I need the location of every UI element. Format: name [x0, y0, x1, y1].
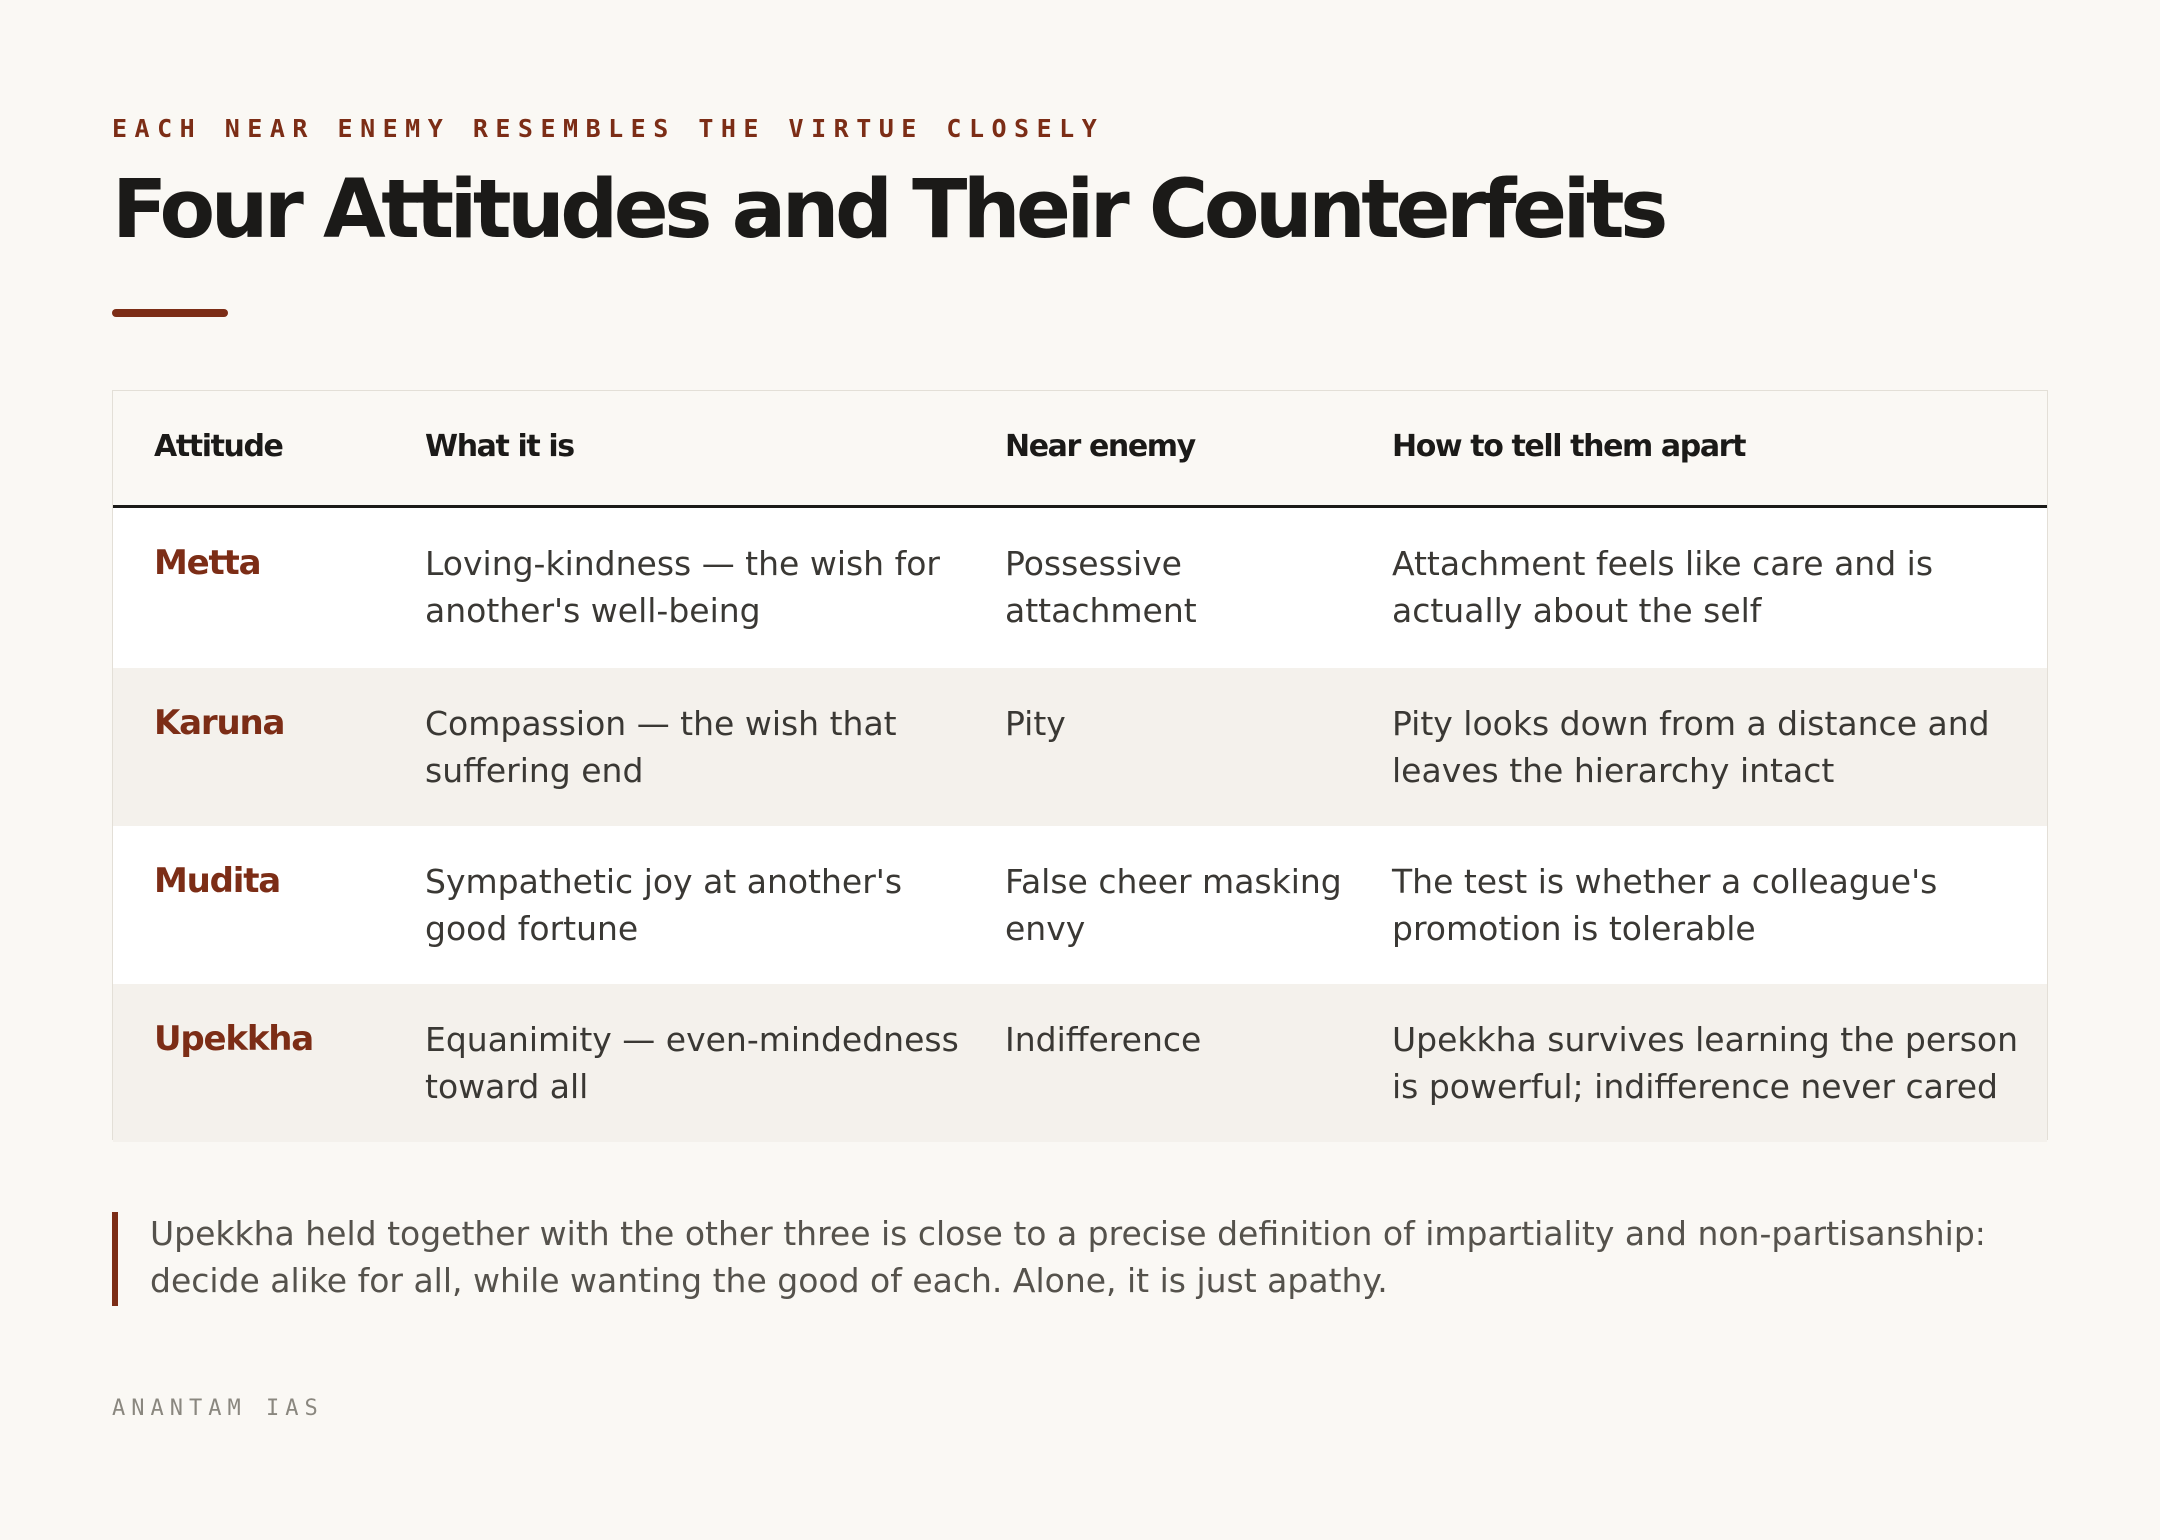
pull-quote [112, 1212, 2048, 1306]
column-header-near-enemy: Near enemy [1005, 429, 1195, 464]
distinction: Pity looks down from a distance and leaves the hierarchy intact [1392, 704, 1990, 790]
attitude-name: Upekkha [154, 1019, 313, 1059]
near-enemy: Pity [1005, 704, 1066, 743]
near-enemy: Possessive attachment [1005, 544, 1197, 630]
near-enemy: Indifference [1005, 1020, 1202, 1059]
near-enemy: False cheer masking envy [1005, 862, 1342, 948]
footer-brand: ANANTAM IAS [112, 1396, 324, 1421]
table-row [113, 984, 2047, 1142]
attitude-name: Karuna [154, 703, 285, 743]
attitude-definition: Loving-kindness — the wish for another's well-being [425, 544, 940, 630]
attitude-definition: Equanimity — even-mindedness toward all [425, 1020, 959, 1106]
column-header-how-to-tell: How to tell them apart [1392, 429, 1746, 464]
accent-rule [112, 309, 228, 317]
attitude-name: Mudita [154, 861, 281, 901]
column-header-attitude: Attitude [154, 429, 283, 464]
distinction: Attachment feels like care and is actually about the self [1392, 544, 1934, 630]
attitude-name: Metta [154, 543, 261, 583]
table-row [113, 508, 2047, 668]
attitudes-table [112, 390, 2048, 1140]
column-header-what-it-is: What it is [425, 429, 574, 464]
attitude-definition: Compassion — the wish that suffering end [425, 704, 897, 790]
page-title: Four Attitudes and Their Counterfeits [112, 163, 1664, 257]
table-header-row [113, 391, 2047, 508]
distinction: The test is whether a colleague's promotion is tolerable [1392, 862, 1938, 948]
attitude-definition: Sympathetic joy at another's good fortune [425, 862, 903, 948]
table-row [113, 668, 2047, 826]
pull-quote-text: Upekkha held together with the other three is close to a precise definition of impartiality and non-partisanship: decide alike for all, while wanting the good of each. Alone, it is just apathy. [150, 1214, 1986, 1300]
distinction: Upekkha survives learning the person is powerful; indifference never cared [1392, 1020, 2019, 1106]
table-row [113, 826, 2047, 984]
eyebrow-label: EACH NEAR ENEMY RESEMBLES THE VIRTUE CLOSELY [112, 114, 1105, 143]
